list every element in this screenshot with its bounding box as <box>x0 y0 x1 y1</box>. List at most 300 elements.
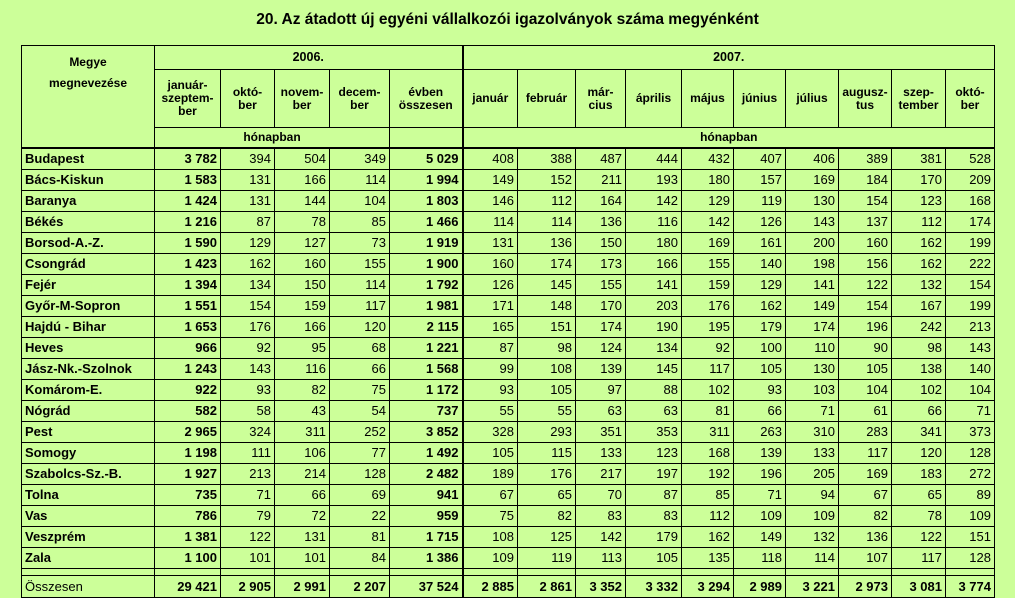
value-cell: 82 <box>839 505 892 526</box>
unit-2007: hónapban <box>463 128 995 148</box>
value-cell: 108 <box>463 526 518 547</box>
value-cell: 1 381 <box>155 526 221 547</box>
value-cell: 130 <box>786 190 839 211</box>
value-cell: 211 <box>576 169 626 190</box>
value-cell: 389 <box>839 148 892 170</box>
value-cell: 160 <box>839 232 892 253</box>
value-cell: 102 <box>892 379 946 400</box>
month-header-line: július <box>796 91 828 105</box>
value-cell: 67 <box>839 484 892 505</box>
value-cell: 183 <box>892 463 946 484</box>
year-2007-header: 2007. <box>463 46 995 70</box>
value-cell: 71 <box>946 400 995 421</box>
value-cell: 1 198 <box>155 442 221 463</box>
value-cell: 75 <box>330 379 390 400</box>
month-header <box>786 70 839 128</box>
value-cell: 203 <box>626 295 682 316</box>
value-cell: 3 332 <box>626 575 682 597</box>
value-cell: 106 <box>275 442 330 463</box>
spacer-cell <box>221 568 275 575</box>
value-cell: 1 466 <box>390 211 463 232</box>
value-cell: 196 <box>839 316 892 337</box>
county-name: Pest <box>22 421 155 442</box>
value-cell: 155 <box>576 274 626 295</box>
value-cell: 131 <box>463 232 518 253</box>
value-cell: 113 <box>576 547 626 568</box>
value-cell: 179 <box>626 526 682 547</box>
county-name: Heves <box>22 337 155 358</box>
month-header <box>155 70 221 128</box>
value-cell: 98 <box>518 337 576 358</box>
value-cell: 786 <box>155 505 221 526</box>
value-cell: 176 <box>221 316 275 337</box>
value-cell: 109 <box>734 505 786 526</box>
value-cell: 1 994 <box>390 169 463 190</box>
value-cell: 311 <box>275 421 330 442</box>
value-cell: 199 <box>946 295 995 316</box>
data-table <box>21 45 995 598</box>
value-cell: 176 <box>682 295 734 316</box>
value-cell: 136 <box>518 232 576 253</box>
value-cell: 2 989 <box>734 575 786 597</box>
value-cell: 114 <box>330 169 390 190</box>
value-cell: 119 <box>518 547 576 568</box>
value-cell: 737 <box>390 400 463 421</box>
value-cell: 122 <box>839 274 892 295</box>
value-cell: 93 <box>734 379 786 400</box>
spacer-cell <box>734 568 786 575</box>
value-cell: 131 <box>221 190 275 211</box>
unit-spacer <box>390 128 463 148</box>
value-cell: 353 <box>626 421 682 442</box>
value-cell: 143 <box>786 211 839 232</box>
value-cell: 142 <box>626 190 682 211</box>
table-row <box>22 505 995 526</box>
value-cell: 151 <box>518 316 576 337</box>
value-cell: 159 <box>275 295 330 316</box>
spacer-cell <box>626 568 682 575</box>
value-cell: 941 <box>390 484 463 505</box>
county-name: Baranya <box>22 190 155 211</box>
value-cell: 157 <box>734 169 786 190</box>
year-2006-header: 2006. <box>155 46 463 70</box>
value-cell: 199 <box>946 232 995 253</box>
value-cell: 133 <box>576 442 626 463</box>
value-cell: 1 172 <box>390 379 463 400</box>
value-cell: 71 <box>734 484 786 505</box>
value-cell: 112 <box>682 505 734 526</box>
county-header-line: Megye <box>69 55 107 69</box>
value-cell: 136 <box>576 211 626 232</box>
month-header <box>892 70 946 128</box>
spacer-cell <box>390 568 463 575</box>
value-cell: 504 <box>275 148 330 170</box>
month-header <box>330 70 390 128</box>
value-cell: 1 590 <box>155 232 221 253</box>
value-cell: 1 792 <box>390 274 463 295</box>
month-header-line: októ- <box>232 84 263 99</box>
value-cell: 2 965 <box>155 421 221 442</box>
value-cell: 2 973 <box>839 575 892 597</box>
month-header <box>221 70 275 128</box>
value-cell: 112 <box>518 190 576 211</box>
table-row <box>22 421 995 442</box>
value-cell: 97 <box>576 379 626 400</box>
value-cell: 124 <box>576 337 626 358</box>
county-name: Somogy <box>22 442 155 463</box>
value-cell: 66 <box>892 400 946 421</box>
value-cell: 198 <box>786 253 839 274</box>
month-header-line: ber <box>960 97 980 112</box>
value-cell: 68 <box>330 337 390 358</box>
value-cell: 83 <box>576 505 626 526</box>
value-cell: 129 <box>734 274 786 295</box>
value-cell: 174 <box>576 316 626 337</box>
month-header <box>576 70 626 128</box>
value-cell: 61 <box>839 400 892 421</box>
value-cell: 155 <box>682 253 734 274</box>
spacer-cell <box>463 568 518 575</box>
value-cell: 66 <box>734 400 786 421</box>
value-cell: 131 <box>221 169 275 190</box>
county-name: Hajdú - Bihar <box>22 316 155 337</box>
value-cell: 272 <box>946 463 995 484</box>
value-cell: 123 <box>626 442 682 463</box>
value-cell: 161 <box>734 232 786 253</box>
value-cell: 196 <box>734 463 786 484</box>
value-cell: 82 <box>518 505 576 526</box>
value-cell: 111 <box>221 442 275 463</box>
value-cell: 120 <box>330 316 390 337</box>
value-cell: 2 885 <box>463 575 518 597</box>
county-name: Győr-M-Sopron <box>22 295 155 316</box>
value-cell: 134 <box>221 274 275 295</box>
value-cell: 137 <box>839 211 892 232</box>
value-cell: 118 <box>734 547 786 568</box>
value-cell: 180 <box>682 169 734 190</box>
value-cell: 152 <box>518 169 576 190</box>
county-name: Budapest <box>22 148 155 170</box>
value-cell: 3 221 <box>786 575 839 597</box>
value-cell: 164 <box>576 190 626 211</box>
month-header-line: évben <box>408 84 444 99</box>
value-cell: 310 <box>786 421 839 442</box>
spacer-cell <box>22 568 155 575</box>
value-cell: 1 394 <box>155 274 221 295</box>
value-cell: 63 <box>576 400 626 421</box>
value-cell: 73 <box>330 232 390 253</box>
month-header-line: októ- <box>955 84 985 99</box>
value-cell: 116 <box>626 211 682 232</box>
value-cell: 71 <box>221 484 275 505</box>
table-row <box>22 232 995 253</box>
value-cell: 128 <box>946 442 995 463</box>
value-cell: 3 352 <box>576 575 626 597</box>
value-cell: 127 <box>275 232 330 253</box>
value-cell: 37 524 <box>390 575 463 597</box>
value-cell: 136 <box>839 526 892 547</box>
county-name: Veszprém <box>22 526 155 547</box>
value-cell: 129 <box>221 232 275 253</box>
value-cell: 126 <box>734 211 786 232</box>
total-year-header <box>463 70 518 128</box>
value-cell: 922 <box>155 379 221 400</box>
value-cell: 134 <box>626 337 682 358</box>
month-header <box>390 70 463 128</box>
month-header-line: április <box>635 91 672 105</box>
value-cell: 1 551 <box>155 295 221 316</box>
value-cell: 120 <box>892 442 946 463</box>
table-row <box>22 358 995 379</box>
county-name: Tolna <box>22 484 155 505</box>
value-cell: 151 <box>946 526 995 547</box>
table-row <box>22 526 995 547</box>
value-cell: 132 <box>786 526 839 547</box>
table-row <box>22 379 995 400</box>
value-cell: 162 <box>734 295 786 316</box>
value-cell: 1 919 <box>390 232 463 253</box>
value-cell: 179 <box>734 316 786 337</box>
value-cell: 735 <box>155 484 221 505</box>
value-cell: 138 <box>892 358 946 379</box>
month-header-line: január <box>472 91 509 105</box>
month-header-line: összesen <box>398 97 453 112</box>
value-cell: 89 <box>946 484 995 505</box>
value-cell: 143 <box>221 358 275 379</box>
value-cell: 394 <box>221 148 275 170</box>
county-name: Szabolcs-Sz.-B. <box>22 463 155 484</box>
table-row <box>22 295 995 316</box>
value-cell: 168 <box>682 442 734 463</box>
value-cell: 1 424 <box>155 190 221 211</box>
value-cell: 2 482 <box>390 463 463 484</box>
value-cell: 407 <box>734 148 786 170</box>
value-cell: 92 <box>221 337 275 358</box>
value-cell: 1 423 <box>155 253 221 274</box>
value-cell: 43 <box>275 400 330 421</box>
value-cell: 55 <box>463 400 518 421</box>
value-cell: 173 <box>576 253 626 274</box>
spacer-cell <box>946 568 995 575</box>
value-cell: 109 <box>786 505 839 526</box>
value-cell: 381 <box>892 148 946 170</box>
value-cell: 67 <box>463 484 518 505</box>
value-cell: 171 <box>463 295 518 316</box>
month-header <box>275 70 330 128</box>
month-header-line: szeptem- <box>161 91 214 105</box>
value-cell: 213 <box>946 316 995 337</box>
value-cell: 311 <box>682 421 734 442</box>
value-cell: 131 <box>275 526 330 547</box>
value-cell: 283 <box>839 421 892 442</box>
table-row <box>22 253 995 274</box>
value-cell: 162 <box>892 253 946 274</box>
value-cell: 1 386 <box>390 547 463 568</box>
value-cell: 213 <box>221 463 275 484</box>
value-cell: 141 <box>626 274 682 295</box>
month-header-line: már- <box>587 84 614 99</box>
spacer-cell <box>576 568 626 575</box>
value-cell: 197 <box>626 463 682 484</box>
month-header <box>946 70 995 128</box>
value-cell: 142 <box>682 211 734 232</box>
value-cell: 167 <box>892 295 946 316</box>
value-cell: 55 <box>518 400 576 421</box>
spacer-cell <box>682 568 734 575</box>
spacer-cell <box>155 568 221 575</box>
value-cell: 154 <box>221 295 275 316</box>
value-cell: 1 221 <box>390 337 463 358</box>
value-cell: 252 <box>330 421 390 442</box>
value-cell: 155 <box>330 253 390 274</box>
month-header <box>734 70 786 128</box>
value-cell: 125 <box>518 526 576 547</box>
value-cell: 487 <box>576 148 626 170</box>
value-cell: 93 <box>221 379 275 400</box>
value-cell: 3 294 <box>682 575 734 597</box>
value-cell: 75 <box>463 505 518 526</box>
value-cell: 1 715 <box>390 526 463 547</box>
value-cell: 2 905 <box>221 575 275 597</box>
value-cell: 90 <box>839 337 892 358</box>
value-cell: 328 <box>463 421 518 442</box>
value-cell: 117 <box>330 295 390 316</box>
value-cell: 149 <box>463 169 518 190</box>
value-cell: 214 <box>275 463 330 484</box>
value-cell: 145 <box>518 274 576 295</box>
value-cell: 119 <box>734 190 786 211</box>
value-cell: 263 <box>734 421 786 442</box>
county-name: Zala <box>22 547 155 568</box>
value-cell: 528 <box>946 148 995 170</box>
value-cell: 101 <box>221 547 275 568</box>
value-cell: 133 <box>786 442 839 463</box>
value-cell: 105 <box>518 379 576 400</box>
value-cell: 87 <box>626 484 682 505</box>
county-name: Nógrád <box>22 400 155 421</box>
month-header-line: ber <box>238 97 257 112</box>
value-cell: 149 <box>786 295 839 316</box>
value-cell: 70 <box>576 484 626 505</box>
value-cell: 293 <box>518 421 576 442</box>
value-cell: 169 <box>786 169 839 190</box>
table-row <box>22 463 995 484</box>
value-cell: 140 <box>946 358 995 379</box>
value-cell: 105 <box>839 358 892 379</box>
spacer-cell <box>786 568 839 575</box>
value-cell: 139 <box>734 442 786 463</box>
value-cell: 129 <box>682 190 734 211</box>
value-cell: 351 <box>576 421 626 442</box>
value-cell: 65 <box>892 484 946 505</box>
value-cell: 162 <box>682 526 734 547</box>
value-cell: 122 <box>892 526 946 547</box>
value-cell: 209 <box>946 169 995 190</box>
value-cell: 98 <box>892 337 946 358</box>
value-cell: 105 <box>626 547 682 568</box>
value-cell: 109 <box>946 505 995 526</box>
table-row <box>22 190 995 211</box>
value-cell: 83 <box>626 505 682 526</box>
value-cell: 222 <box>946 253 995 274</box>
table-row <box>22 169 995 190</box>
county-name: Összesen <box>22 575 155 597</box>
table-row <box>22 274 995 295</box>
value-cell: 1 803 <box>390 190 463 211</box>
value-cell: 1 927 <box>155 463 221 484</box>
month-header-line: ber <box>292 97 312 112</box>
value-cell: 1 900 <box>390 253 463 274</box>
value-cell: 2 861 <box>518 575 576 597</box>
county-header-line: megnevezése <box>48 76 128 90</box>
value-cell: 193 <box>626 169 682 190</box>
value-cell: 132 <box>892 274 946 295</box>
value-cell: 146 <box>463 190 518 211</box>
value-cell: 444 <box>626 148 682 170</box>
value-cell: 66 <box>275 484 330 505</box>
value-cell: 100 <box>734 337 786 358</box>
value-cell: 1 492 <box>390 442 463 463</box>
value-cell: 81 <box>682 400 734 421</box>
table-title: 20. Az átadott új egyéni vállalkozói igazolványok száma megyénként <box>256 11 759 28</box>
value-cell: 93 <box>463 379 518 400</box>
county-name: Békés <box>22 211 155 232</box>
value-cell: 108 <box>518 358 576 379</box>
value-cell: 128 <box>330 463 390 484</box>
table-row <box>22 337 995 358</box>
value-cell: 166 <box>626 253 682 274</box>
value-cell: 373 <box>946 421 995 442</box>
table-row <box>22 148 995 170</box>
month-header-line: ber <box>350 97 369 112</box>
county-name: Fejér <box>22 274 155 295</box>
value-cell: 140 <box>734 253 786 274</box>
value-cell: 174 <box>946 211 995 232</box>
value-cell: 94 <box>786 484 839 505</box>
value-cell: 3 081 <box>892 575 946 597</box>
value-cell: 166 <box>275 169 330 190</box>
value-cell: 135 <box>682 547 734 568</box>
value-cell: 81 <box>330 526 390 547</box>
value-cell: 184 <box>839 169 892 190</box>
value-cell: 85 <box>330 211 390 232</box>
value-cell: 242 <box>892 316 946 337</box>
spacer-cell <box>275 568 330 575</box>
value-cell: 1 243 <box>155 358 221 379</box>
month-header-line: cius <box>588 97 613 112</box>
value-cell: 1 216 <box>155 211 221 232</box>
value-cell: 154 <box>946 274 995 295</box>
value-cell: 1 568 <box>390 358 463 379</box>
value-cell: 54 <box>330 400 390 421</box>
value-cell: 102 <box>682 379 734 400</box>
table-row <box>22 484 995 505</box>
value-cell: 168 <box>946 190 995 211</box>
value-cell: 87 <box>221 211 275 232</box>
county-name: Komárom-E. <box>22 379 155 400</box>
value-cell: 92 <box>682 337 734 358</box>
value-cell: 72 <box>275 505 330 526</box>
value-cell: 148 <box>518 295 576 316</box>
value-cell: 150 <box>275 274 330 295</box>
spacer-cell <box>518 568 576 575</box>
value-cell: 1 981 <box>390 295 463 316</box>
value-cell: 105 <box>734 358 786 379</box>
month-header-line: tus <box>856 97 874 112</box>
value-cell: 78 <box>275 211 330 232</box>
value-cell: 107 <box>839 547 892 568</box>
table-row <box>22 547 995 568</box>
